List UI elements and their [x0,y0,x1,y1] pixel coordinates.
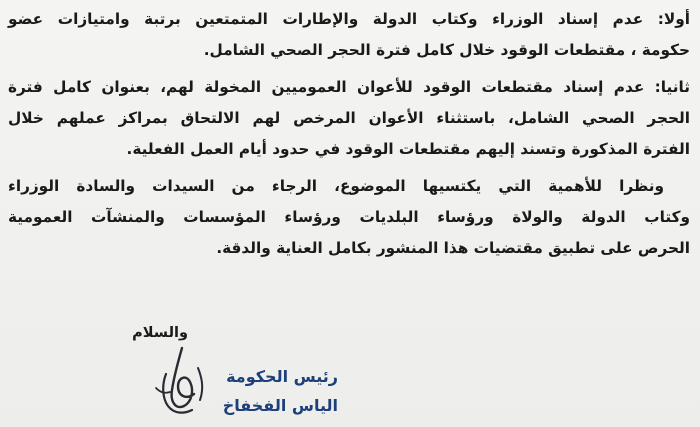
paragraph-third-text-1: ونظرا للأهمية التي يكتسيها الموضوع، الرجاء من السيدات والسادة الوزراء [8,177,664,195]
paragraph-first-label: أولا: [657,10,691,28]
paragraph-second [8,72,690,165]
circular-body [8,4,690,264]
paragraph-first-text-1: عدم إسناد الوزراء وكتاب الدولة والإطارات المتمتعين برتبة وامتيازات عضو [8,10,644,28]
paragraph-third [8,171,690,264]
paragraph-first-line-1 [8,4,690,35]
paragraph-first-line-2: حكومة ، مقتطعات الوقود خلال كامل فترة الحجر الصحي الشامل. [203,41,690,59]
paragraph-third-line-1 [8,171,690,202]
signatory-name: الياس الفخفاخ [222,396,338,415]
paragraph-second-line-3: الفترة المذكورة وتسند إليهم مقتطعات الوقود في حدود أيام العمل الفعلية. [126,140,690,158]
paragraph-second-label: ثانيا: [654,78,690,96]
paragraph-third-line-3: الحرص على تطبيق مقتضيات هذا المنشور بكامل العناية والدقة. [216,239,690,257]
paragraph-second-text-1: عدم إسناد مقتطعات الوقود للأعوان العموميين المخولة لهم، بعنوان كامل فترة [8,78,645,96]
closing-salutation: والسلام [132,325,188,341]
paragraph-third-line-2: وكتاب الدولة والولاة ورؤساء البلديات ورؤساء المؤسسات والمنشآت العمومية [8,208,690,226]
signatory-title: رئيس الحكومة [226,367,338,386]
paragraph-first [8,4,690,66]
paragraph-second-line-1 [8,72,690,103]
paragraph-second-line-2: الحجر الصحي الشامل، باستثناء الأعوان المرخص لهم الالتحاق بمراكز عملهم خلال [8,109,690,127]
handwritten-signature [148,344,218,416]
signatory-block [223,362,338,420]
